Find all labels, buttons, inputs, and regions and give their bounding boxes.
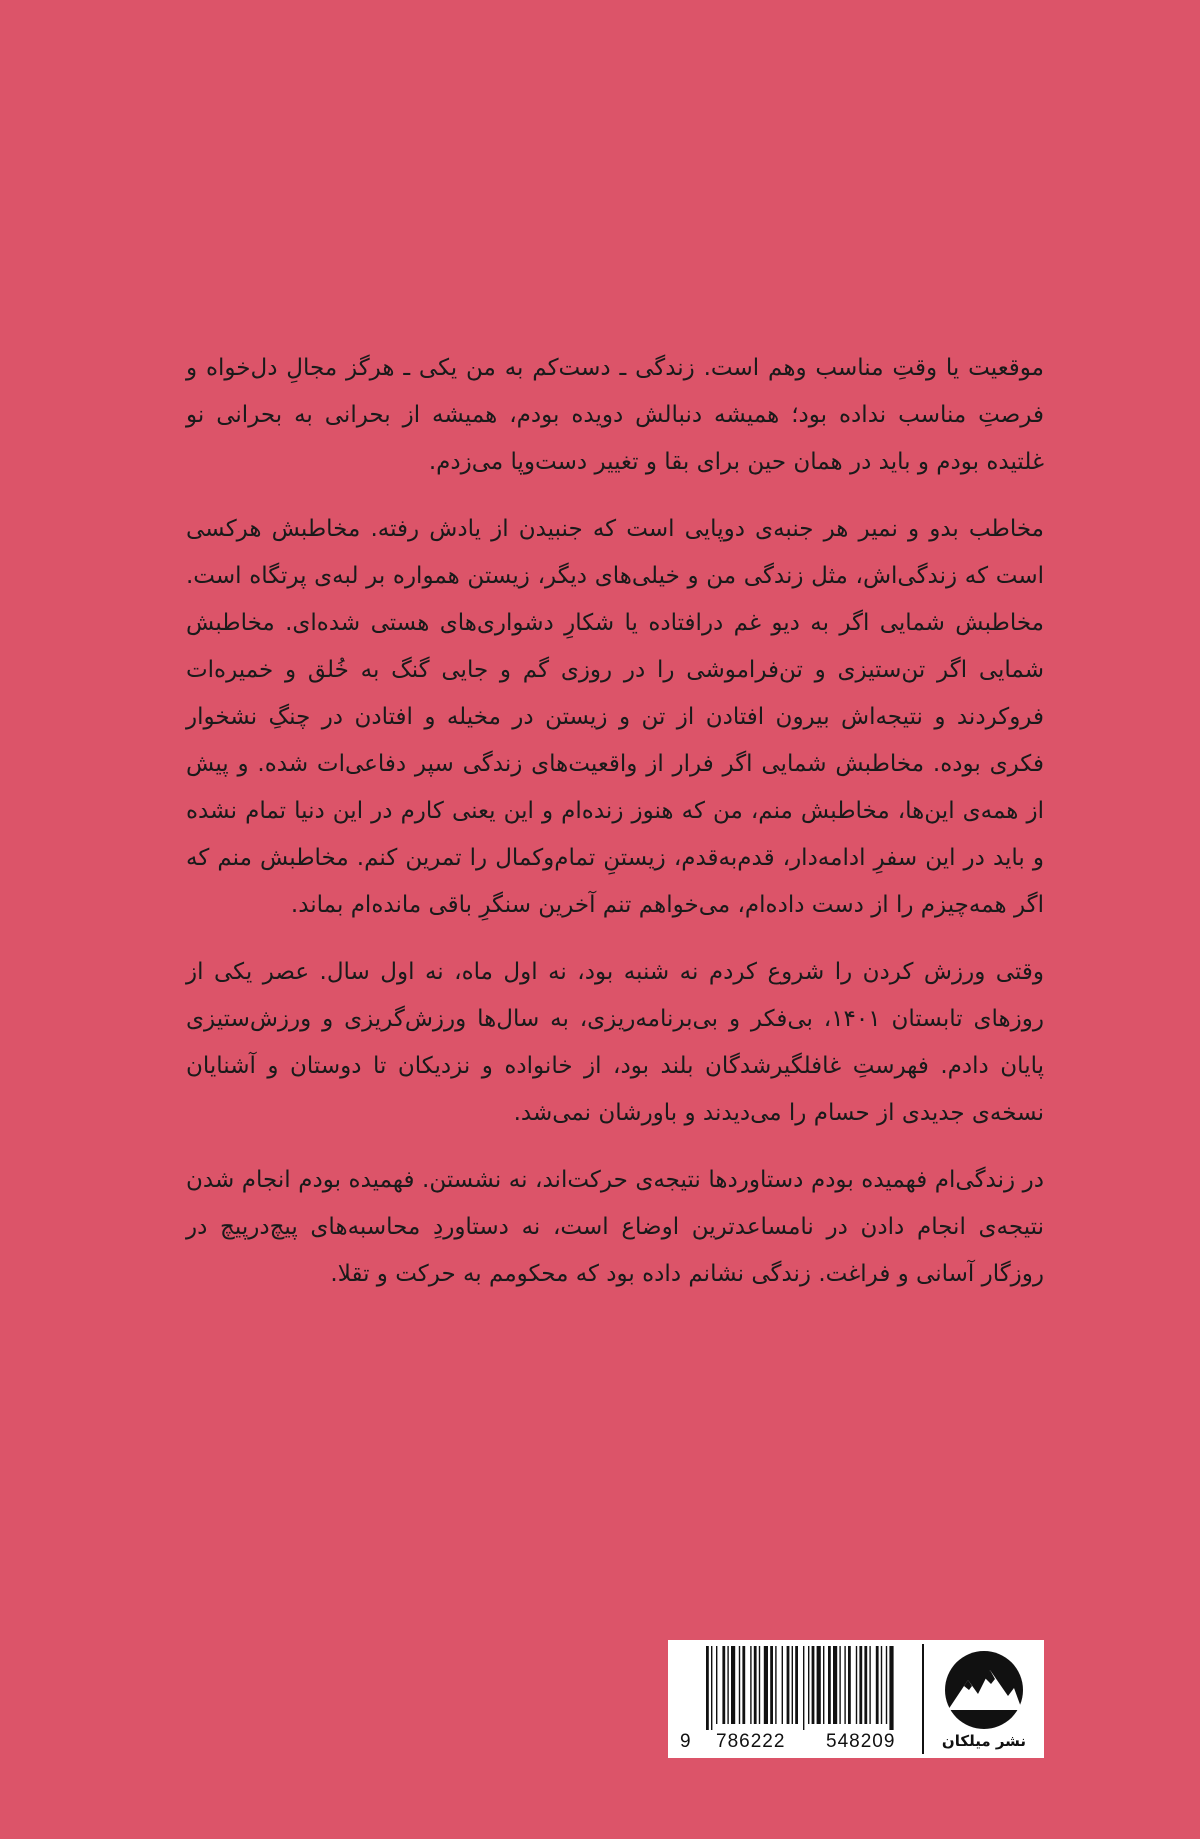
barcode-bar bbox=[782, 1646, 783, 1724]
barcode-bar bbox=[889, 1646, 893, 1730]
barcode-bar bbox=[750, 1646, 751, 1724]
barcode-bar bbox=[731, 1646, 735, 1724]
barcode-bar bbox=[764, 1646, 768, 1724]
barcode-bar bbox=[812, 1646, 815, 1724]
barcode-bar bbox=[817, 1646, 821, 1724]
barcode-bar bbox=[881, 1646, 882, 1724]
barcode-bar bbox=[742, 1646, 745, 1724]
barcode-bar bbox=[775, 1646, 776, 1724]
isbn-lead-digit: 9 bbox=[680, 1731, 691, 1752]
barcode-bar bbox=[706, 1646, 709, 1730]
barcode-bar bbox=[864, 1646, 867, 1724]
barcode-bar bbox=[859, 1646, 862, 1724]
barcode-bar bbox=[759, 1646, 760, 1724]
barcode-bar bbox=[792, 1646, 793, 1724]
barcode-bar bbox=[722, 1646, 725, 1724]
isbn-left-group: 786222 bbox=[716, 1731, 786, 1752]
isbn-number bbox=[676, 1730, 916, 1754]
barcode-bar bbox=[727, 1646, 728, 1724]
label-divider bbox=[922, 1644, 924, 1754]
barcode-bar bbox=[839, 1646, 840, 1724]
isbn-right-group: 548209 bbox=[826, 1731, 896, 1752]
paragraph-3: وقتی ورزش کردن را شروع کردم نه شنبه بود، نه اول ماه، نه اول سال. عصر یکی از روزهای تابستان ۱۴۰۱، بی‌فکر و بی‌برنامه‌ریزی، به سال‌ها ورزش‌گریزی و ورزش‌ستیزی پایان دادم. فهرستِ غافلگیرشدگان بلند بود، از خانواده و نزدیکان تا دوستان و آشنایان نسخه‌ی جدیدی از حسام را می‌دیدند و باورشان نمی‌شد. bbox=[186, 959, 1045, 1126]
barcode-bar bbox=[856, 1646, 857, 1724]
barcode-bar bbox=[808, 1646, 809, 1724]
barcode-bar bbox=[754, 1646, 757, 1724]
barcode-bar bbox=[886, 1646, 887, 1724]
barcode bbox=[676, 1646, 912, 1730]
publisher-name: نشر میلکان bbox=[941, 1732, 1027, 1750]
barcode-bar bbox=[833, 1646, 837, 1724]
barcode-bar bbox=[828, 1646, 831, 1724]
barcode-bar bbox=[869, 1646, 870, 1724]
paragraph-1: موقعیت یا وقتِ مناسب وهم است. زندگی ـ دست‌کم به من یکی ـ هرگز مجالِ دل‌خواه و فرصتِ مناسب نداده بود؛ همیشه دنبالش دویده بودم، همیشه از بحرانی به بحرانی نو غلتیده بودم و باید در همان حین برای بقا و تغییر دست‌وپا می‌زدم. bbox=[186, 355, 1044, 475]
barcode-bar bbox=[844, 1646, 845, 1724]
barcode-bar bbox=[823, 1646, 824, 1724]
barcode-label bbox=[668, 1640, 1044, 1758]
mountains-logo-icon bbox=[934, 1648, 1034, 1730]
barcode-bar bbox=[795, 1646, 798, 1724]
barcode-bar bbox=[711, 1646, 712, 1730]
paragraph-4: در زندگی‌ام فهمیده بودم دستاوردها نتیجه‌ی حرکت‌اند، نه نشستن. فهمیده بودم انجام شدن نتیجه‌ی انجام دادن در نامساعدترین اوضاع است، نه دستاوردِ محاسبه‌های پیچ‌درپیچ در روزگار آسانی و فراغت. زندگی نشانم داده بود که محکومم به حرکت و تقلا. bbox=[186, 1167, 1044, 1287]
barcode-bar bbox=[739, 1646, 740, 1724]
barcode-bar bbox=[770, 1646, 773, 1724]
paragraph-2: مخاطب بدو و نمیر هر جنبه‌ی دوپایی است که جنبیدن از یادش رفته. مخاطبش هرکسی است که زندگی‌اش، مثل زندگی من و خیلی‌های دیگر، زیستن همواره بر لبه‌ی پرتگاه است. مخاطبش شمایی اگر به دیو غم درافتاده یا شکارِ دشواری‌های هستی شده‌ای. مخاطبش شمایی اگر تن‌ستیزی و تن‌فراموشی را در روزی گم و جایی گنگ به خُلق و خمیره‌ات فروکردند و نتیجه‌اش بیرون افتادن از تن و زیستن در مخیله و افتادن در چنگِ نشخوار فکری بوده. مخاطبش شمایی اگر فرار از واقعیت‌های زندگی سپر دفاعی‌ات شده. و پیش از همه‌ی این‌ها، مخاطبش منم، من که هنوز زنده‌ام و این یعنی کارم در این دنیا تمام نشده و باید در این سفرِ ادامه‌دار، قدم‌به‌قدم، زیستنِ تمام‌وکمال را تمرین کنم. مخاطبش منم که اگر همه‌چیزم را از دست داده‌ام، می‌خواهم تنم آخرین سنگرِ باقی مانده‌ام بماند. bbox=[186, 516, 1044, 918]
barcode-bar bbox=[876, 1646, 879, 1724]
barcode-bar bbox=[803, 1646, 804, 1730]
barcode-bar bbox=[787, 1646, 790, 1724]
back-cover-text bbox=[186, 345, 1044, 1298]
barcode-bar bbox=[848, 1646, 851, 1724]
barcode-bar bbox=[716, 1646, 717, 1724]
